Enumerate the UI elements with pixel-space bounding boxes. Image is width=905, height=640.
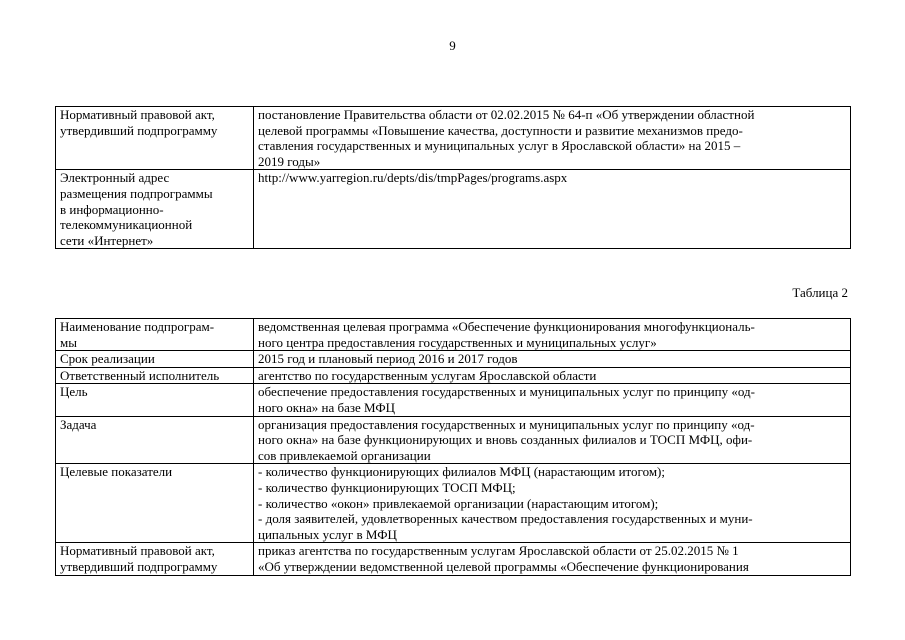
table-row xyxy=(56,170,851,249)
row-value-cell xyxy=(254,319,851,351)
row-label-cell xyxy=(56,351,254,368)
subprogram-passport-table-1 xyxy=(55,106,851,249)
table-row xyxy=(56,384,851,416)
cell-text-line: ного окна» на базе функционирующих и вновь созданных филиалов и ТОСП МФЦ, офи- xyxy=(258,432,753,448)
cell-text-line: утвердивший подпрограмму xyxy=(60,558,218,574)
table1-body xyxy=(56,107,851,249)
table-row xyxy=(56,416,851,464)
row-value-cell xyxy=(254,367,851,384)
cell-text-line: мы xyxy=(60,334,77,350)
cell-text-line: - количество функционирующих ТОСП МФЦ; xyxy=(258,479,516,495)
cell-text-line: - доля заявителей, удовлетворенных качеством предоставления государственных и муни- xyxy=(258,511,753,527)
cell-text-line: «Об утверждении ведомственной целевой программы «Обеспечение функционирования xyxy=(258,558,749,574)
cell-text-line: ного центра предоставления государственных и муниципальных услуг» xyxy=(258,334,657,350)
row-label-cell xyxy=(56,367,254,384)
row-value-cell xyxy=(254,351,851,368)
cell-text-line: Задача xyxy=(60,416,97,432)
cell-text-line: Целевые показатели xyxy=(60,464,173,480)
cell-text-line: постановление Правительства области от 02.02.2015 № 64-п «Об утверждении областной xyxy=(258,107,755,122)
row-label-cell xyxy=(56,384,254,416)
row-value-cell xyxy=(254,416,851,464)
cell-text-line: Нормативный правовой акт, xyxy=(60,543,215,559)
cell-text-line: сети «Интернет» xyxy=(60,232,154,248)
table2-body xyxy=(56,319,851,576)
cell-text-line: ведомственная целевая программа «Обеспечение функционирования многофункциональ- xyxy=(258,319,755,334)
table-row xyxy=(56,367,851,384)
row-value-cell xyxy=(254,543,851,575)
subprogram-passport-table-2 xyxy=(55,318,851,576)
table-row xyxy=(56,464,851,543)
row-label-cell xyxy=(56,107,254,170)
row-value-cell xyxy=(254,170,851,249)
cell-text-line: - количество «окон» привлекаемой организации (нарастающим итогом); xyxy=(258,495,659,511)
row-label-cell xyxy=(56,543,254,575)
cell-text-line: - количество функционирующих филиалов МФЦ (нарастающим итогом); xyxy=(258,464,665,480)
row-label-cell xyxy=(56,319,254,351)
cell-text-line: Электронный адрес xyxy=(60,170,170,186)
cell-text-line: 2015 год и плановый период 2016 и 2017 годов xyxy=(258,351,518,367)
cell-text-line: 2019 годы» xyxy=(258,153,321,169)
row-label-cell xyxy=(56,170,254,249)
cell-text-line: ного окна» на базе МФЦ xyxy=(258,399,396,415)
cell-text-line: размещения подпрограммы xyxy=(60,185,213,201)
cell-text-line: организация предоставления государственных и муниципальных услуг по принципу «од- xyxy=(258,416,755,432)
cell-text-line: в информационно- xyxy=(60,201,164,217)
table-row xyxy=(56,319,851,351)
cell-text-line: обеспечение предоставления государственных и муниципальных услуг по принципу «од- xyxy=(258,384,755,400)
table-row xyxy=(56,351,851,368)
cell-text-line: http://www.yarregion.ru/depts/dis/tmpPages/programs.aspx xyxy=(258,170,568,186)
cell-text-line: агентство по государственным услугам Ярославской области xyxy=(258,367,597,383)
table-caption: Таблица 2 xyxy=(792,285,848,300)
cell-text-line: приказ агентства по государственным услугам Ярославской области от 25.02.2015 № 1 xyxy=(258,543,739,559)
cell-text-line: сов привлекаемой организации xyxy=(258,447,431,463)
cell-text-line: телекоммуникационной xyxy=(60,217,193,233)
cell-text-line: Наименование подпрограм- xyxy=(60,319,215,334)
cell-text-line: ципальных услуг в МФЦ xyxy=(258,526,397,542)
row-label-cell xyxy=(56,416,254,464)
cell-text-line: Ответственный исполнитель xyxy=(60,367,220,383)
page-number: 9 xyxy=(449,38,456,53)
row-value-cell xyxy=(254,107,851,170)
cell-text-line: Нормативный правовой акт, xyxy=(60,107,215,122)
cell-text-line: целевой программы «Повышение качества, доступности и развитие механизмов предо- xyxy=(258,122,743,138)
cell-text-line: Цель xyxy=(60,384,88,400)
cell-text-line: ставления государственных и муниципальных услуг в Ярославской области» на 2015 – xyxy=(258,138,741,154)
row-label-cell xyxy=(56,464,254,543)
table-row xyxy=(56,107,851,170)
row-value-cell xyxy=(254,464,851,543)
row-value-cell xyxy=(254,384,851,416)
table-row xyxy=(56,543,851,575)
cell-text-line: утвердивший подпрограмму xyxy=(60,122,218,138)
cell-text-line: Срок реализации xyxy=(60,351,155,367)
